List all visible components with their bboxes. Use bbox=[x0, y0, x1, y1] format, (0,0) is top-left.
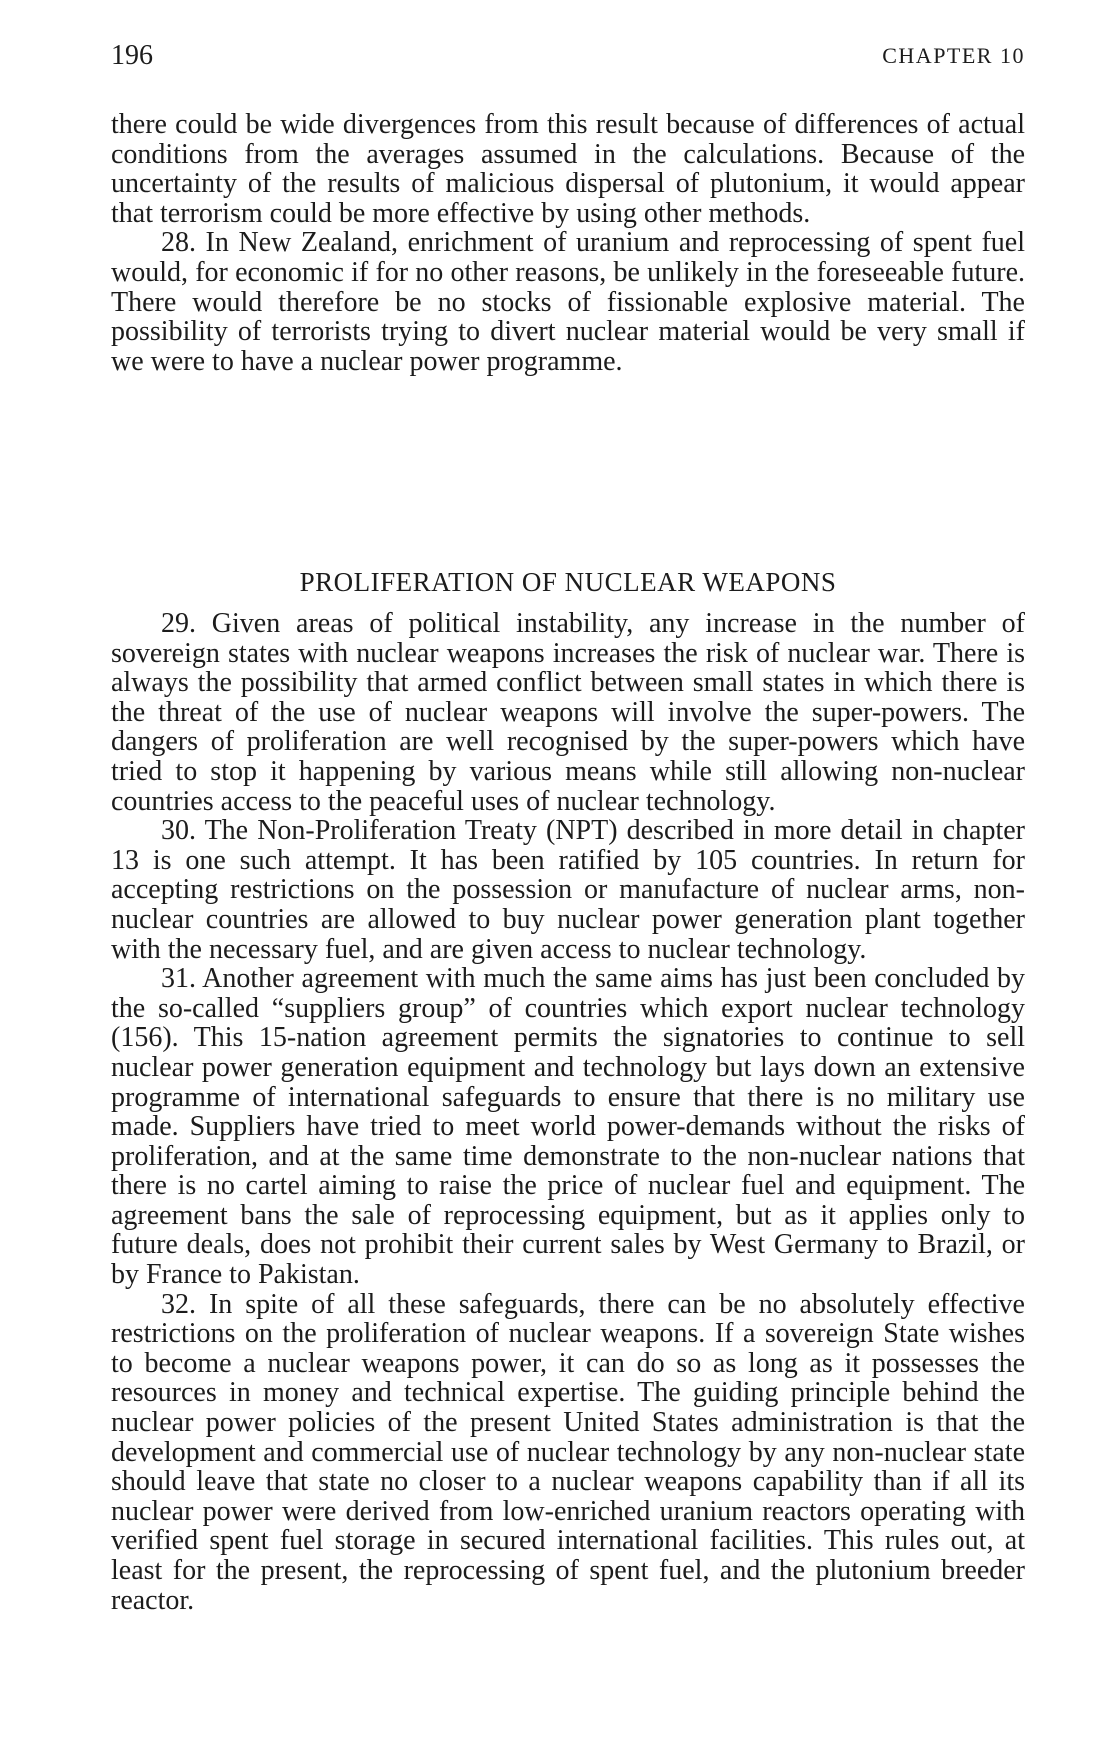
page-number: 196 bbox=[111, 40, 153, 71]
text-block-section bbox=[111, 609, 1025, 1615]
continued-paragraph: there could be wide divergences from this result because of differences of actual conditions from the averages assumed in the calculations. Because of the uncertainty of the results of malicious dispersal of plutonium, it would appear that terrorism could be more effective by using other methods. bbox=[111, 109, 1025, 229]
paragraph-31: 31. Another agreement with much the same aims has just been concluded by the so-called “suppliers group” of countries which export nuclear technology (156). This 15-nation agreement permits the signatories to continue to sell nuclear power generation equipment and technology but lays down an extensive programme of international safeguards to ensure that there is no military use made. Suppliers have tried to meet world power-demands without the risks of proliferation, and at the same time demonstrate to the non-nuclear nations that there is no cartel aiming to raise the price of nuclear fuel and equipment. The agreement bans the sale of reprocessing equipment, but as it applies only to future deals, does not prohibit their current sales by West Germany to Brazil, or by France to Pakistan. bbox=[111, 963, 1025, 1291]
chapter-label: CHAPTER 10 bbox=[882, 43, 1025, 68]
paragraph-30: 30. The Non-Proliferation Treaty (NPT) described in more detail in chapter 13 is one such attempt. It has been ratified by 105 countries. In return for accepting restrictions on the possession or manufacture of nuclear arms, non-nuclear countries are allowed to buy nuclear power generation plant together with the necessary fuel, and are given access to nuclear technology. bbox=[111, 815, 1025, 965]
section-heading: PROLIFERATION OF NUCLEAR WEAPONS bbox=[299, 567, 837, 597]
paragraph-28: 28. In New Zealand, enrichment of uranium and reprocessing of spent fuel would, for economic if for no other reasons, be unlikely in the foreseeable future. There would therefore be no stocks of fissionable explosive material. The possibility of terrorists trying to divert nuclear material would be very small if we were to have a nuclear power programme. bbox=[111, 227, 1025, 377]
text-block-top bbox=[111, 110, 1025, 376]
paragraph-29: 29. Given areas of political instability, any increase in the number of sovereign states with nuclear weapons increases the risk of nuclear war. There is always the possibility that armed conflict between small states in which there is the threat of the use of nuclear weapons will involve the super-powers. The dangers of proliferation are well recognised by the super-powers which have tried to stop it happening by various means while still allowing non-nuclear countries access to the peaceful uses of nuclear technology. bbox=[111, 608, 1025, 817]
running-head bbox=[111, 38, 1025, 74]
paragraph-32: 32. In spite of all these safeguards, there can be no absolutely effective restrictions on the proliferation of nuclear weapons. If a sovereign State wishes to become a nuclear weapons power, it can do so as long as it possesses the resources in money and technical expertise. The guiding principle behind the nuclear power policies of the present United States administration is that the development and commercial use of nuclear technology by any non-nuclear state should leave that state no closer to a nuclear weapons capability than if all its nuclear power were derived from low-enriched uranium reactors operating with verified spent fuel storage in secured international facilities. This rules out, at least for the present, the reprocessing of spent fuel, and the plutonium breeder reactor. bbox=[111, 1288, 1025, 1616]
